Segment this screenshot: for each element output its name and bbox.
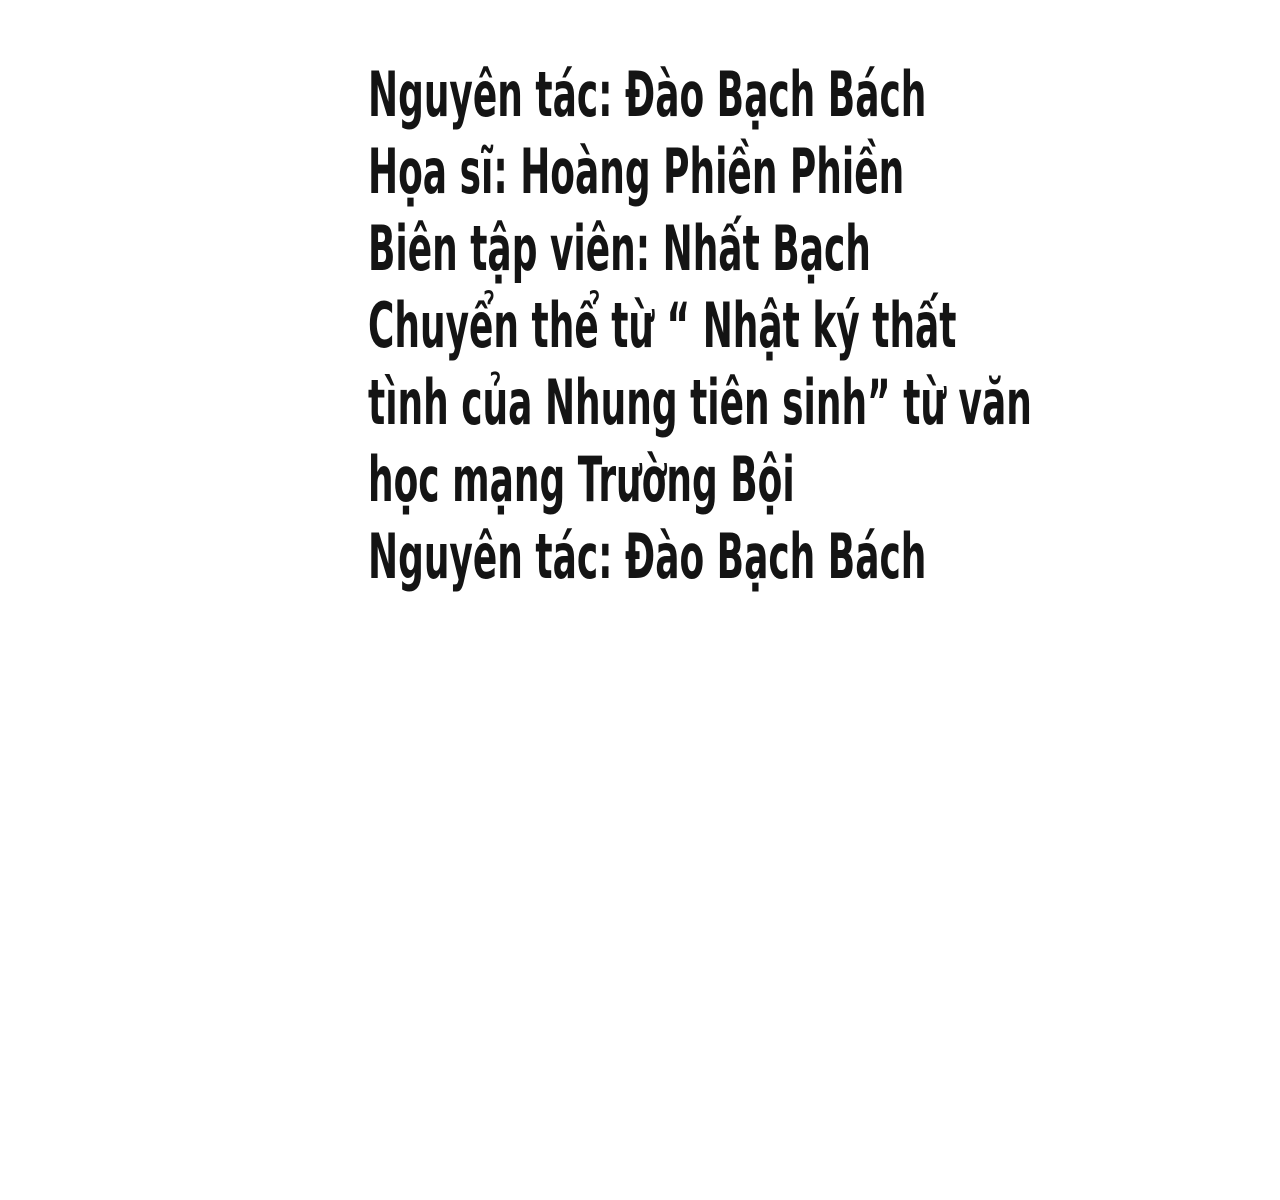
credits-line-adapted-from-1: Chuyển thể từ “ Nhật ký thất bbox=[368, 289, 957, 362]
credits-text-block bbox=[368, 56, 1280, 595]
credits-line-editor: Biên tập viên: Nhất Bạch bbox=[368, 212, 871, 285]
credits-line-original-author: Nguyên tác: Đào Bạch Bách bbox=[368, 58, 927, 131]
credits-line-adapted-from-2: tình của Nhung tiên sinh” từ văn bbox=[368, 366, 1032, 439]
credits-line-adapted-from-3: học mạng Trường Bội bbox=[368, 443, 795, 516]
credits-line-artist: Họa sĩ: Hoàng Phiền Phiền bbox=[368, 135, 905, 208]
credits-line-original-author-repeat: Nguyên tác: Đào Bạch Bách bbox=[368, 520, 927, 593]
